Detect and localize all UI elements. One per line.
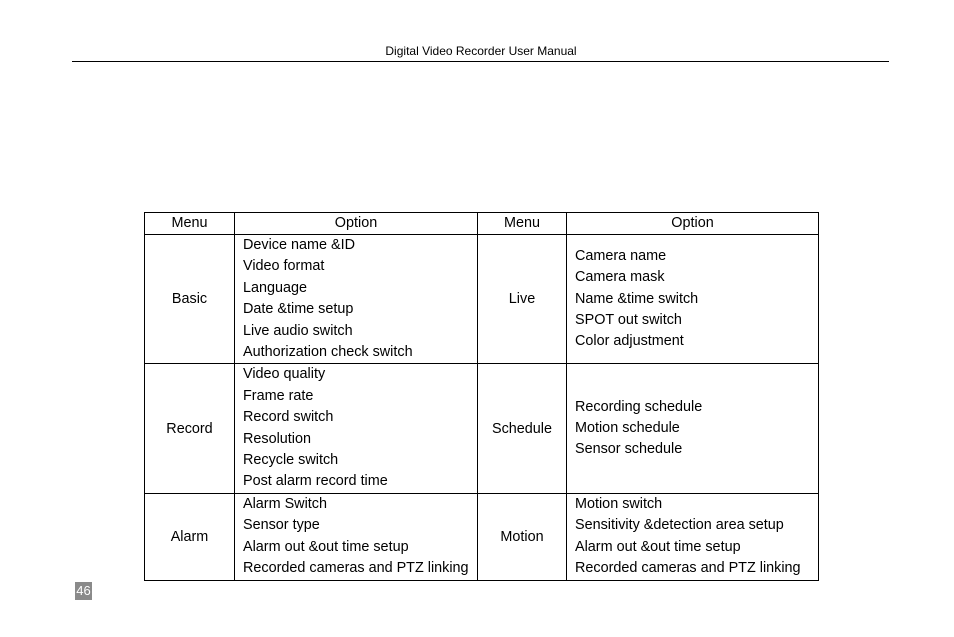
menu-name-cell: Motion <box>478 493 567 580</box>
option-item: Alarm out &out time setup <box>243 538 409 555</box>
option-item: Motion schedule <box>575 419 680 436</box>
option-item: Recycle switch <box>243 452 339 469</box>
menu-name-cell: Live <box>478 235 567 364</box>
option-item: Recorded cameras and PTZ linking <box>243 560 469 577</box>
option-item: SPOT out switch <box>575 311 682 328</box>
page-number: 46 <box>76 583 91 598</box>
option-list-cell <box>567 235 819 364</box>
option-item: Post alarm record time <box>243 473 388 490</box>
menu-name-cell: Alarm <box>145 493 235 580</box>
option-list-cell <box>567 364 819 493</box>
option-item: Video format <box>243 258 325 275</box>
option-item: Video quality <box>243 366 326 383</box>
option-item: Frame rate <box>243 387 314 404</box>
table-row <box>145 493 819 580</box>
table-row <box>145 235 819 364</box>
menu-options-table <box>144 212 819 581</box>
menu-name-cell: Schedule <box>478 364 567 493</box>
option-item: Name &time switch <box>575 290 699 307</box>
option-item: Authorization check switch <box>243 344 413 361</box>
column-header-menu: Menu <box>478 213 567 235</box>
option-list-cell <box>235 493 478 580</box>
option-item: Sensor schedule <box>575 441 683 458</box>
option-item: Sensitivity &detection area setup <box>575 517 784 534</box>
option-item: Camera mask <box>575 269 665 286</box>
option-item: Resolution <box>243 430 311 447</box>
menu-name-cell: Record <box>145 364 235 493</box>
menu-name-cell: Basic <box>145 235 235 364</box>
option-item: Alarm Switch <box>243 496 327 513</box>
option-item: Camera name <box>575 247 667 264</box>
option-item: Sensor type <box>243 517 320 534</box>
option-item: Motion switch <box>575 496 663 513</box>
option-list-cell <box>567 493 819 580</box>
option-item: Record switch <box>243 409 334 426</box>
table-header-row <box>145 213 819 235</box>
option-item: Recording schedule <box>575 398 703 415</box>
option-item: Live audio switch <box>243 322 353 339</box>
header-divider <box>72 61 889 62</box>
page-header-title: Digital Video Recorder User Manual <box>385 44 577 58</box>
option-item: Language <box>243 279 308 296</box>
column-header-option: Option <box>235 213 478 235</box>
option-item: Color adjustment <box>575 333 684 350</box>
column-header-option: Option <box>567 213 819 235</box>
option-list-cell <box>235 364 478 493</box>
option-item: Date &time setup <box>243 301 354 318</box>
option-item: Alarm out &out time setup <box>575 538 741 555</box>
option-item: Device name &ID <box>243 237 355 253</box>
table-row <box>145 364 819 493</box>
option-item: Recorded cameras and PTZ linking <box>575 560 801 577</box>
column-header-menu: Menu <box>145 213 235 235</box>
option-list-cell <box>235 235 478 364</box>
